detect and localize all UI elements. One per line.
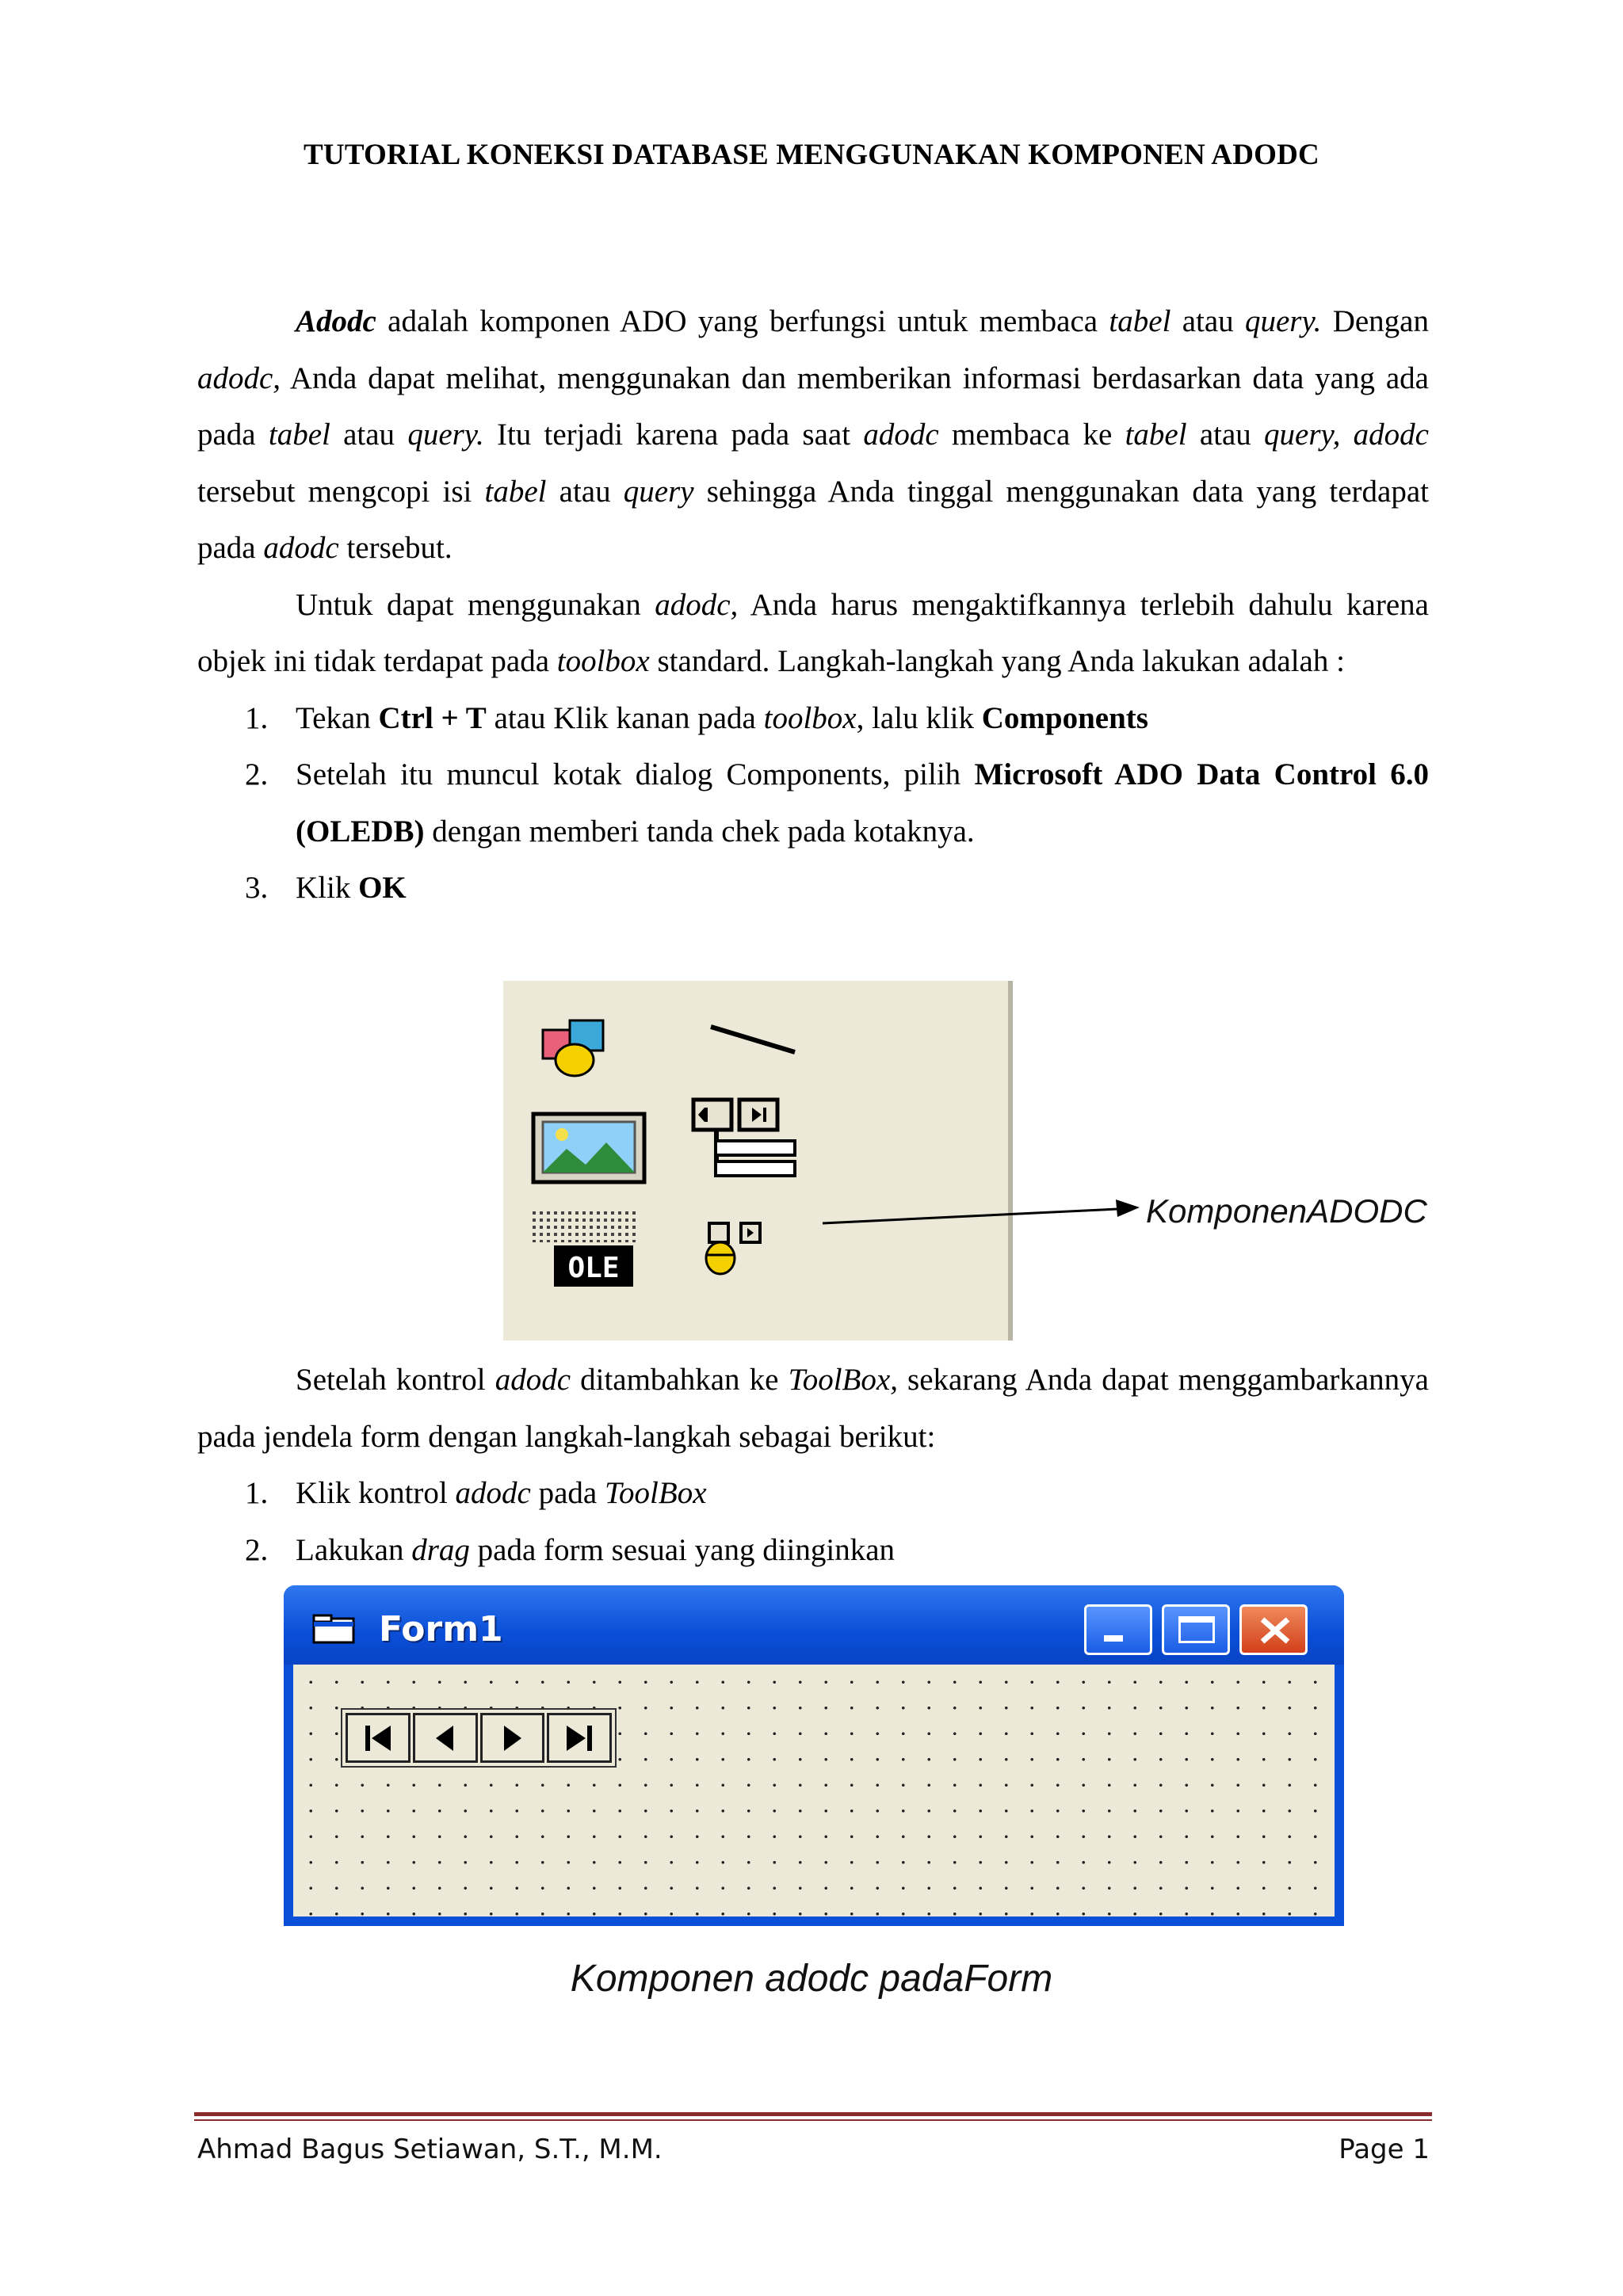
form-instructions-section (197, 1352, 1429, 1578)
form-icon (312, 1614, 357, 1646)
page-number: Page 1 (1338, 2134, 1430, 2165)
intro-section (197, 293, 1429, 917)
maximize-icon (1178, 1616, 1215, 1643)
svg-text:OLE: OLE (567, 1252, 620, 1284)
ole-icon (532, 1211, 636, 1287)
move-previous-icon (428, 1722, 463, 1754)
move-next-icon (495, 1722, 529, 1754)
page-title: TUTORIAL KONEKSI DATABASE MENGGUNAKAN KOMPONEN ADODC (304, 139, 1319, 171)
adodc-control[interactable] (341, 1708, 617, 1768)
callout-label: KomponenADODC (1146, 1192, 1427, 1230)
move-last-button[interactable] (547, 1713, 612, 1763)
move-last-icon (562, 1722, 597, 1754)
steps-list-1 (197, 690, 1429, 917)
list-item: 1. Klik kontrol adodc pada ToolBox (245, 1476, 707, 1510)
list-item: 1. Tekan Ctrl + T atau Klik kanan pada toolbox, lalu klik Components (245, 700, 1148, 735)
steps-list-2 (197, 1465, 1429, 1578)
close-button[interactable] (1239, 1604, 1308, 1655)
list-item: 3. Klik OK (245, 871, 407, 905)
shape-icon (543, 1020, 603, 1076)
footer-rule-thin (194, 2119, 1432, 2121)
intro-paragraph-2: Untuk dapat menggunakan adodc, Anda harus mengaktifkannya terlebih dahulu karena objek ini tidak terdapat pada toolbox standard. Langkah-langkah yang Anda lakukan adalah : (197, 587, 1429, 678)
minimize-button[interactable] (1084, 1604, 1152, 1655)
form-title-bar (284, 1585, 1344, 1665)
footer-rule (194, 2112, 1432, 2116)
move-first-button[interactable] (346, 1713, 411, 1763)
list-item: 2. Lakukan drag pada form sesuai yang diinginkan (245, 1532, 896, 1567)
instructions-paragraph: Setelah kontrol adodc ditambahkan ke ToolBox, sekarang Anda dapat menggambarkannya pada jendela form dengan langkah-langkah sebagai berikut: (197, 1363, 1429, 1454)
move-previous-button[interactable] (413, 1713, 478, 1763)
toolbox-icons (503, 981, 1008, 1341)
line-icon (711, 1027, 795, 1052)
callout-arrow (816, 1188, 1149, 1244)
close-icon (1258, 1616, 1293, 1645)
data-control-icon (693, 1100, 795, 1176)
term-adodc: Adodc (296, 304, 376, 338)
footer-author: Ahmad Bagus Setiawan, S.T., M.M. (197, 2134, 663, 2165)
list-item: 2. Setelah itu muncul kotak dialog Components, pilih Microsoft ADO Data Control 6.0 (OLEDB) dengan memberi tanda chek pada kotaknya. (245, 757, 1429, 849)
form-client-area[interactable] (293, 1665, 1335, 1917)
figure-caption: Komponen adodc padaForm (570, 1958, 1053, 2000)
move-first-icon (361, 1722, 395, 1754)
intro-paragraph-1: Adodc adalah komponen ADO yang berfungsi untuk membaca tabel atau query. Dengan adodc, Anda dapat melihat, menggunakan dan memberikan informasi berdasarkan data yang ada pada tabel atau query. Itu terjadi karena pada saat adodc membaca ke tabel atau query, adodc tersebut mengcopi isi tabel atau query sehingga Anda tinggal menggunakan data yang terdapat pada adodc tersebut. (197, 304, 1429, 565)
maximize-button[interactable] (1162, 1604, 1230, 1655)
form-title: Form1 (379, 1609, 503, 1650)
toolbox-screenshot (503, 981, 1013, 1341)
image-icon (533, 1114, 644, 1182)
adodc-icon (706, 1223, 760, 1274)
form-window-screenshot (284, 1585, 1344, 1926)
move-next-button[interactable] (480, 1713, 545, 1763)
minimize-icon (1104, 1635, 1123, 1642)
